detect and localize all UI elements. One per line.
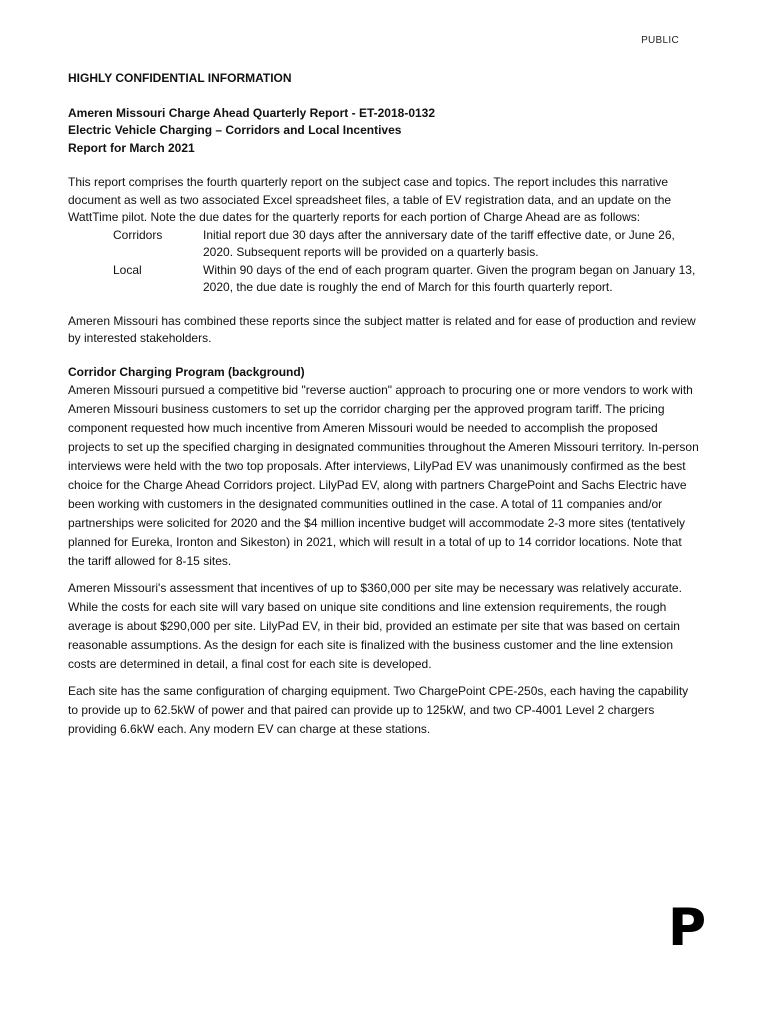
section-paragraph-2: Ameren Missouri's assessment that incentives of up to $360,000 per site may be necessary was relatively accurate. While the costs for each site will vary based on unique site conditions and line extension requirements, the rough average is about $290,000 per site. LilyPad EV, in their bid, provided an estimate per site that was based on certain reasonable assumptions. As the design for each site is finalized with the business customer and the line extension costs are determined in detail, a final cost for each site is developed. [68, 581, 682, 671]
due-date-label: Corridors [113, 227, 163, 242]
report-title-block [68, 105, 700, 158]
logo-letter: P [668, 898, 707, 958]
due-date-text: Initial report due 30 days after the anniversary date of the tariff effective date, or June 26, 2020. Subsequent reports will be provided on a quarterly basis. [203, 227, 675, 259]
intro-paragraph: This report comprises the fourth quarterly report on the subject case and topics. The report includes this narrative document as well as two associated Excel spreadsheet files, a table of EV registration data, and an update on the WattTime pilot. Note the due dates for the quarterly reports for each portion of Charge Ahead are as follows: [68, 175, 672, 224]
report-title: Ameren Missouri Charge Ahead Quarterly Report - ET-2018-0132 [68, 105, 436, 120]
classification-label: PUBLIC [641, 35, 679, 46]
combined-paragraph: Ameren Missouri has combined these reports since the subject matter is related and for ease of production and review by interested stakeholders. [68, 313, 696, 345]
due-date-row-local [68, 262, 700, 297]
confidential-heading: HIGHLY CONFIDENTIAL INFORMATION [68, 71, 292, 85]
report-subtitle: Electric Vehicle Charging – Corridors and Local Incentives [68, 123, 402, 137]
document-body [68, 70, 700, 739]
report-period: Report for March 2021 [68, 140, 195, 155]
section-paragraph-3: Each site has the same configuration of charging equipment. Two ChargePoint CPE-250s, each having the capability to provide up to 62.5kW of power and that paired can provide up to 125kW, and two CP-4001 Level 2 chargers providing 6.6kW each. Any modern EV can charge at these stations. [68, 684, 689, 736]
section-paragraph-1: Ameren Missouri pursued a competitive bid "reverse auction" approach to procuring one or more vendors to work with Ameren Missouri business customers to set up the corridor charging per the approved program tariff. The pricing component requested how much incentive from Ameren Missouri would be needed to accomplish the proposed projects to set up the specified charging in designated communities throughout the Ameren Missouri territory. In-person interviews were held with the two top proposals. After interviews, LilyPad EV was unanimously confirmed as the best choice for the Charge Ahead Corridors project. LilyPad EV, along with partners ChargePoint and Sachs Electric have been working with customers in the designated communities outlined in the case. A total of 11 companies and/or partnerships were solicited for 2020 and the $4 million incentive budget will accommodate 2-3 more sites (tentatively planned for Eureka, Ironton and Sikeston) in 2021, which will result in a total of up to 14 corridor locations. Note that the tariff allowed for 8-15 sites. [68, 383, 699, 568]
section-heading: Corridor Charging Program (background) [68, 364, 305, 379]
due-date-label: Local [113, 262, 142, 277]
due-date-row-corridors [68, 227, 700, 262]
due-date-text: Within 90 days of the end of each program quarter. Given the program began on January 13, 2020, the due date is roughly the end of March for this fourth quarterly report. [203, 262, 696, 294]
